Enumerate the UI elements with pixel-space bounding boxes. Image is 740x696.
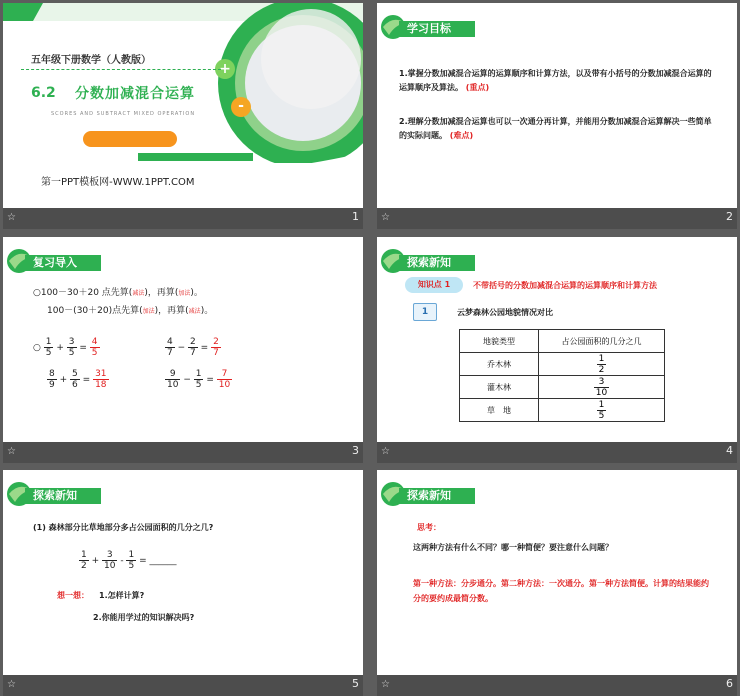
column-header: 占公园面积的几分之几 [539, 330, 665, 353]
order-line-1: ○100－30＋20 点先算(减法)，再算(加法)。 [33, 288, 203, 298]
section-header [3, 478, 363, 510]
equation-2: $\frac{4}{7}$ − $\frac{2}{7}$ = $\frac{2}{7}$ [167, 337, 219, 358]
order-line-2: 100－(30＋20)点先算(加法)，再算(减法)。 [47, 306, 214, 316]
expression: $\frac{1}{2}$ + $\frac{3}{10}$ - $\frac{1}{5}$ = ______ [81, 550, 177, 571]
question-text: 这两种方法有什么不同？哪一种简便？要注意什么问题？ [413, 543, 613, 552]
section-header [377, 245, 737, 277]
star-icon: ☆ [7, 212, 16, 223]
answer-fraction: $\frac{4}{5}$ [91, 337, 98, 358]
knowledge-point-title: 不带括号的分数加减混合运算的运算顺序和计算方法 [473, 281, 657, 290]
slide-number: 3 [352, 444, 359, 457]
slide-canvas [377, 237, 737, 442]
lesson-subtitle: SCORES AND SUBTRACT MIXED OPERATION [51, 111, 196, 117]
slide-bar [3, 675, 363, 696]
equation-4: $\frac{9}{10}$ − $\frac{1}{5}$ = $\frac{7}{10}$ [167, 369, 231, 390]
slide-thumbnail-2[interactable] [377, 3, 737, 229]
lesson-title: 分数加减混合运算 [75, 86, 195, 102]
equation-3: $\frac{8}{9}$ + $\frac{5}{6}$ = $\frac{31}{18}$ [49, 369, 107, 390]
section-header-label: 探索新知 [407, 256, 451, 269]
minus-badge: - [231, 97, 251, 117]
slide-number: 2 [726, 210, 733, 223]
knowledge-point-badge: 知识点 1 [405, 277, 463, 293]
goal-text-1: 1.掌握分数加减混合运算的运算顺序和计算方法，以及带有小括号的分数加减混合运算的运算顺序及算法。 [399, 69, 712, 92]
section-header-label: 学习目标 [407, 22, 451, 35]
book-icon: 1 [413, 303, 437, 321]
table-header-row [460, 330, 665, 353]
goal-text-2: 2.理解分数加减混合运算也可以一次通分再计算，并能用分数加减混合运算解决一些简单的实际问题。 [399, 117, 712, 140]
slide-bar [377, 208, 737, 229]
slide-canvas [3, 237, 363, 442]
goal-item-2 [399, 115, 719, 143]
photo-placeholder [261, 9, 361, 109]
answer-fraction: $\frac{7}{10}$ [218, 369, 231, 390]
section-header [3, 245, 363, 277]
slide-bar [377, 675, 737, 696]
question-text: (1) 森林部分比草地部分多占公园面积的几分之几? [33, 523, 214, 532]
section-header-label: 探索新知 [33, 489, 77, 502]
section-header-label: 探索新知 [407, 489, 451, 502]
title-line [21, 69, 221, 70]
table-row: 乔木林 $\frac{1}{2}$ [460, 353, 665, 376]
section-number: 6.2 [31, 85, 56, 101]
slide-number: 6 [726, 677, 733, 690]
slide-canvas [377, 470, 737, 675]
equation-1: ○ $\frac{1}{5}$ + $\frac{3}{5}$ = $\frac{4}{5}$ [33, 337, 98, 358]
answer-fraction: $\frac{31}{18}$ [95, 369, 107, 390]
star-icon: ☆ [7, 679, 16, 690]
section-header-label: 复习导入 [33, 256, 77, 269]
slide-number: 1 [352, 210, 359, 223]
slide-thumbnail-4[interactable] [377, 237, 737, 463]
table-row: 草 地 $\frac{1}{5}$ [460, 399, 665, 422]
slide-canvas [377, 3, 737, 208]
column-header: 地貌类型 [460, 330, 539, 353]
table-row: 灌木林 $\frac{3}{10}$ [460, 376, 665, 399]
slide-thumbnail-3[interactable] [3, 237, 363, 463]
slide-bar [377, 442, 737, 463]
star-icon: ☆ [381, 212, 390, 223]
table-title: 云梦森林公园地貌情况对比 [457, 308, 553, 317]
slide-number: 5 [352, 677, 359, 690]
star-icon: ☆ [381, 446, 390, 457]
think-item-2: 2.你能用学过的知识解决吗? [93, 613, 195, 622]
goal-item-1 [399, 67, 719, 95]
think-label: 思考： [417, 523, 441, 532]
slide-thumbnail-1[interactable] [3, 3, 363, 229]
plus-badge: + [215, 59, 235, 79]
slide-canvas [3, 3, 363, 208]
footer-text: 第一PPT模板网-WWW.1PPT.COM [41, 177, 195, 188]
landform-table [459, 329, 665, 422]
think-item-1: 1.怎样计算? [99, 591, 145, 600]
section-header [377, 478, 737, 510]
answer-fraction: $\frac{2}{7}$ [213, 337, 219, 358]
think-label: 想一想： [57, 591, 89, 600]
slide-number: 4 [726, 444, 733, 457]
slide-bar [3, 442, 363, 463]
star-icon: ☆ [7, 446, 16, 457]
slide-bar [3, 208, 363, 229]
slide-thumbnail-6[interactable] [377, 470, 737, 696]
star-icon: ☆ [381, 679, 390, 690]
slide-thumbnail-5[interactable] [3, 470, 363, 696]
answer-text: 第一种方法：分步通分。第二种方法：一次通分。第一种方法简便。计算的结果能约分的要约成最简分数。 [413, 579, 709, 603]
section-header [377, 11, 737, 43]
grade-label: 五年级下册数学（人教版） [31, 55, 151, 66]
orange-pill [83, 131, 177, 147]
slide-canvas [3, 470, 363, 675]
goal-tag-2: (难点) [449, 131, 474, 140]
goal-tag-1: (重点) [465, 83, 490, 92]
